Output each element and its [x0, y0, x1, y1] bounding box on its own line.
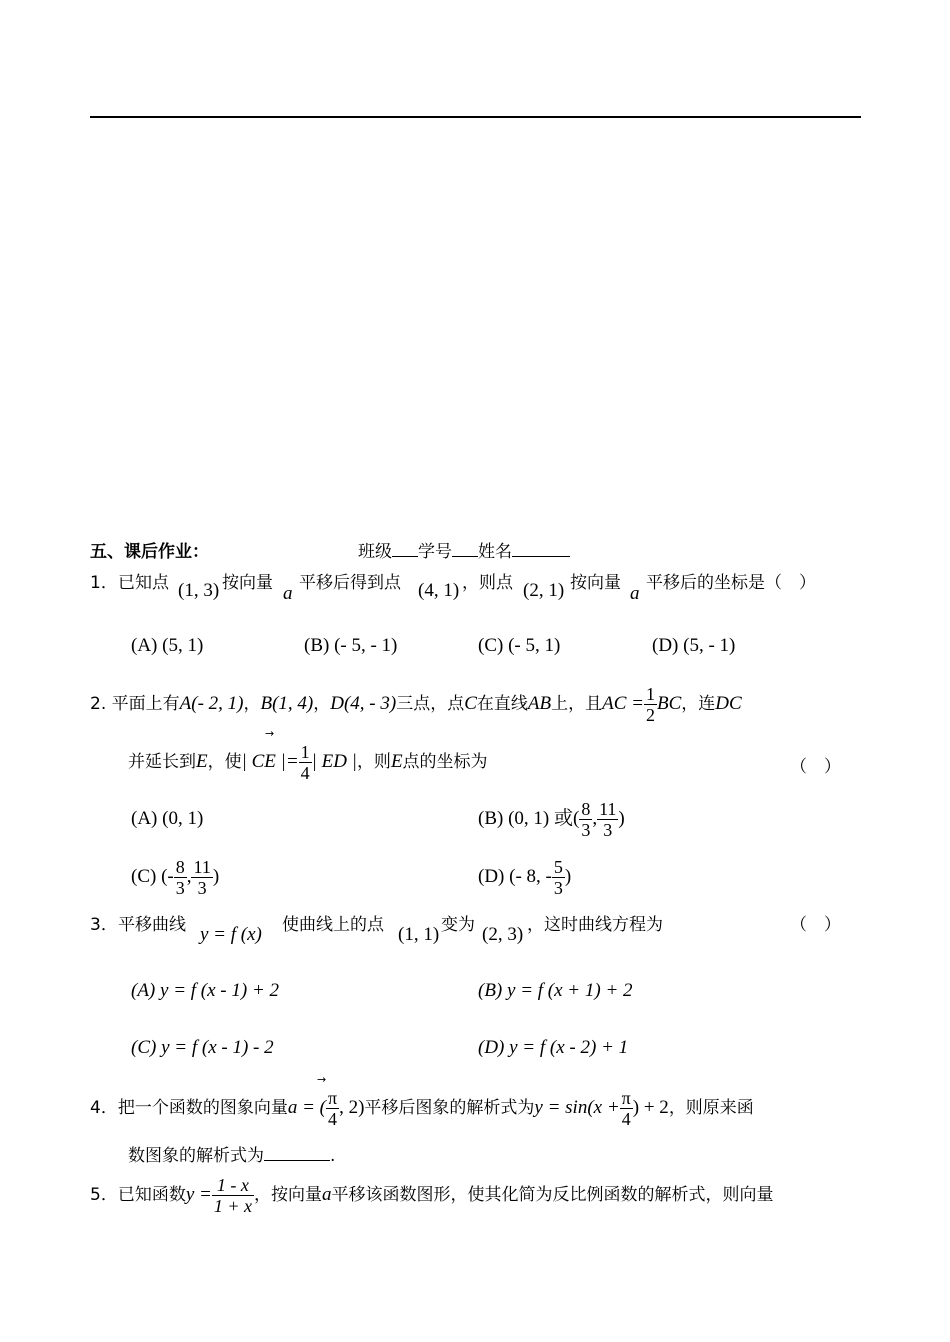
q3-text-4: ，这时曲线方程为	[527, 915, 663, 935]
q2-line-1: 2. 平面上有A(- 2, 1)，B(1, 4)，D(4, - 3)三点，点C在直线AB上，且AC = $\frac{1}{2}$ BC，连DC	[90, 683, 742, 725]
q4-line-1: 4．把一个函数的图象向量a = ( $\frac{\pi}{4}$ , 2)平移后图象的解析式为y = sin(x + $\frac{\pi}{4}$ ) + 2，则原来函	[90, 1087, 754, 1129]
id-label: 学号	[418, 542, 452, 562]
q3-option-a[interactable]: (A) y = f (x - 1) + 2	[131, 980, 280, 1001]
q1-option-c[interactable]: (C) (- 5, 1)	[478, 635, 561, 656]
q3-option-c[interactable]: (C) y = f (x - 1) - 2	[131, 1037, 274, 1058]
q2-number: 2.	[90, 694, 107, 714]
q2-answer-paren[interactable]: （ ）	[790, 757, 841, 777]
q2-option-d[interactable]: (D) (- 8, - $\frac{5}{3}$ )	[478, 857, 572, 899]
q1-vector-a-2: a	[630, 583, 640, 604]
q1-number: 1．	[90, 573, 118, 593]
q2-option-a[interactable]: (A) (0, 1)	[131, 808, 204, 829]
q2-text-5: ，连	[681, 694, 716, 714]
q2-point-a: A(- 2, 1)	[179, 693, 244, 714]
q1-option-a[interactable]: (A) (5, 1)	[131, 635, 204, 656]
q5-text-1: 已知函数	[117, 1185, 186, 1205]
q2-text-4: 上，且	[551, 694, 603, 714]
q3-function: y = f (x)	[200, 924, 262, 945]
q3-option-d[interactable]: (D) y = f (x - 2) + 1	[478, 1037, 629, 1058]
student-info	[358, 537, 570, 562]
q2-text-9: 点的坐标为	[402, 752, 488, 772]
q4-text-4: 数图象的解析式为	[128, 1146, 264, 1166]
q1-text-3: 平移后得到点	[299, 573, 401, 593]
q2-text-6: 并延长到	[128, 752, 196, 772]
q5-text-3: 平移该函数图形，使其化简为反比例函数的解析式，则向量	[331, 1185, 774, 1205]
q2-fraction-half: $\frac{1}{2}$	[645, 683, 655, 725]
q3-text-1: 平移曲线	[118, 915, 186, 935]
q1-text-5: 按向量	[570, 573, 621, 593]
q4-function: y = sin(x +	[534, 1097, 620, 1118]
q4-vector-arrow: →	[317, 1073, 327, 1086]
q5-number: 5．	[90, 1185, 118, 1205]
q4-vector: a = (	[287, 1097, 326, 1118]
q1-option-d[interactable]: (D) (5, - 1)	[652, 635, 736, 656]
class-blank[interactable]	[392, 542, 418, 557]
q3-option-b[interactable]: (B) y = f (x + 1) + 2	[478, 980, 633, 1001]
q2-bc: BC	[656, 693, 682, 714]
q2-ab: AB	[527, 693, 552, 714]
q2-vector-arrow: →	[265, 727, 275, 740]
q3-text-3: 变为	[441, 915, 475, 935]
q4-text-3: ，则原来函	[668, 1098, 754, 1118]
q2-text-3: 在直线	[476, 694, 528, 714]
name-label: 姓名	[478, 542, 512, 562]
q4-answer-blank[interactable]	[264, 1146, 330, 1161]
q2-ce: | CE |=	[241, 751, 299, 772]
q5-text-2: ，按向量	[253, 1185, 322, 1205]
q4-text-2: 平移后图象的解析式为	[364, 1098, 535, 1118]
q2-c: C	[464, 693, 477, 714]
q2-point-b: B(1, 4)	[260, 693, 314, 714]
q1-vector-a: a	[283, 583, 293, 604]
q2-text-1: 平面上有	[111, 694, 180, 714]
section-title: 五、课后作业：	[90, 542, 209, 562]
q3-point-2: (2, 3)	[482, 924, 524, 945]
q5-y: y =	[185, 1184, 212, 1205]
q2-text-2: 三点，点	[396, 694, 465, 714]
q4-number: 4．	[90, 1098, 118, 1118]
header-rule	[90, 116, 861, 118]
q2-ac: AC =	[602, 693, 644, 714]
q1-point-2: (4, 1)	[418, 580, 460, 601]
q2-option-b[interactable]: (B) (0, 1) 或( $\frac{8}{3}$ , $\frac{11}{3}$ )	[478, 799, 625, 841]
q1-point-1: (1, 3)	[178, 580, 220, 601]
q1-text-4: ，则点	[462, 573, 513, 593]
q1-option-b[interactable]: (B) (- 5, - 1)	[304, 635, 398, 656]
name-blank[interactable]	[512, 542, 570, 557]
q1-point-3: (2, 1)	[523, 580, 565, 601]
q5-line-1	[90, 1170, 773, 1220]
q2-dc: DC	[715, 693, 742, 714]
q3-point-1: (1, 1)	[398, 924, 440, 945]
q2-e: E	[196, 751, 208, 772]
q4-line-2: 数图象的解析式为 .	[128, 1146, 336, 1166]
q2-line-2	[128, 740, 488, 784]
q2-option-c[interactable]: (C) (- $\frac{8}{3}$ , $\frac{11}{3}$ )	[131, 857, 220, 899]
q3-answer-paren[interactable]: （ ）	[790, 915, 841, 935]
class-label: 班级	[358, 542, 392, 562]
q1-text-6: 平移后的坐标是（ ）	[646, 573, 816, 593]
q3-number: 3．	[90, 915, 118, 935]
q1-text-1: 已知点	[118, 573, 169, 593]
q2-fraction-quarter: $\frac{1}{4}$	[300, 741, 310, 783]
q4-text-1: 把一个函数的图象向量	[117, 1098, 288, 1118]
id-blank[interactable]	[452, 542, 478, 557]
q2-text-8: ，则	[356, 752, 391, 772]
q3-text-2: 使曲线上的点	[282, 915, 384, 935]
q5-vector-a: a	[321, 1184, 332, 1205]
q2-ed: | ED |	[311, 751, 357, 772]
q4-fraction-1: $\frac{\pi}{4}$	[327, 1087, 338, 1129]
q2-e-2: E	[390, 751, 403, 772]
q2-text-7: ，使	[207, 752, 242, 772]
q2-point-d: D(4, - 3)	[330, 693, 397, 714]
q1-text-2: 按向量	[222, 573, 273, 593]
q5-fraction: $\frac{1 - x}{1 + x}$	[213, 1174, 252, 1216]
q4-fraction-2: $\frac{\pi}{4}$	[621, 1087, 631, 1129]
